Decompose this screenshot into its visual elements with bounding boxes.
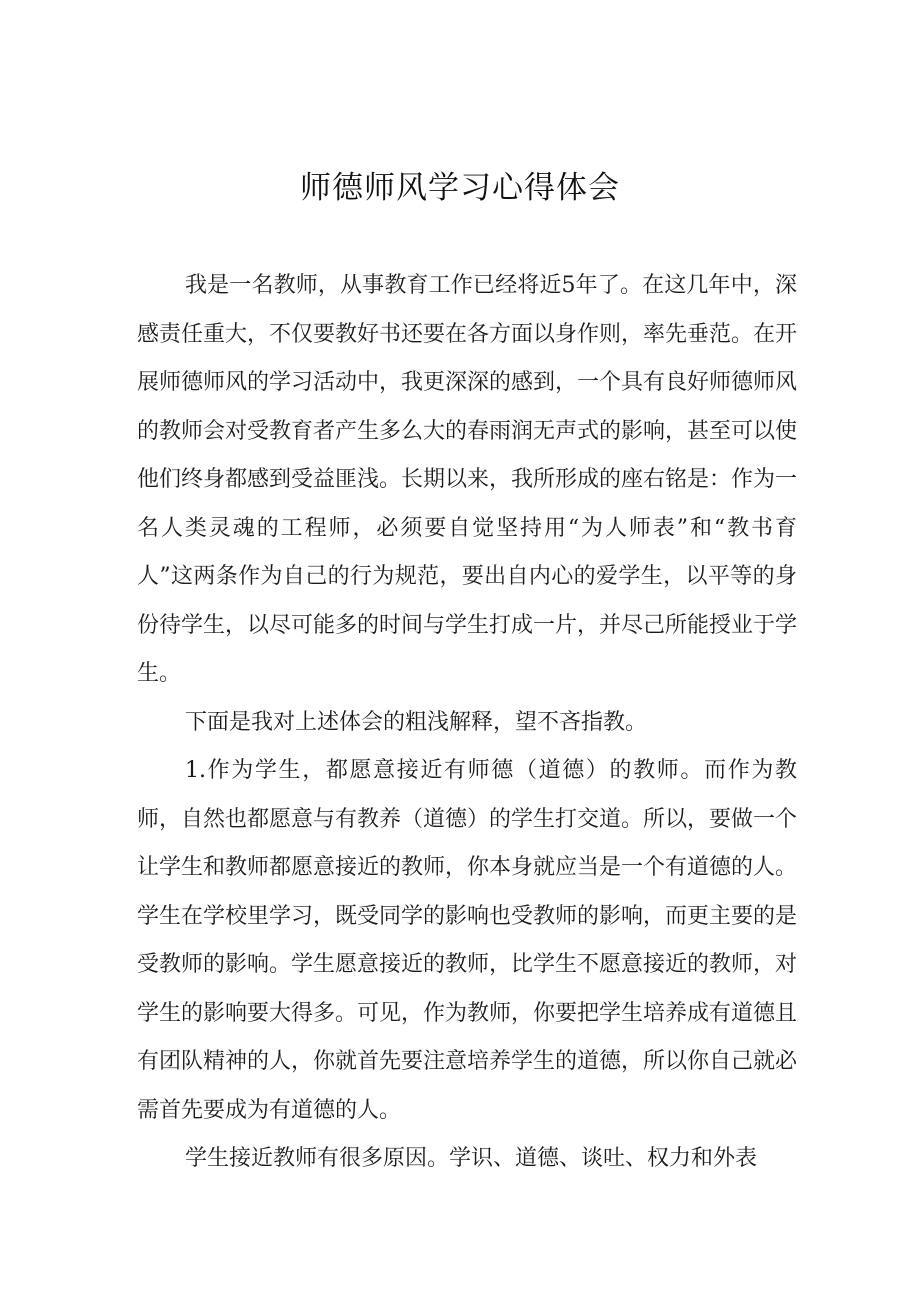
paragraph-point-1: 1.作为学生，都愿意接近有师德（道德）的教师。而作为教师，自然也都愿意与有教养（道德）的学生打交道。所以，要做一个让学生和教师都愿意接近的教师，你本身就应当是一个有道德的人。学生在学校里学习，既受同学的影响也受教师的影响，而更主要的是受教师的影响。学生愿意接近的教师，比学生不愿意接近的教师，对学生的影响要大得多。可见，作为教师，你要把学生培养成有道德且有团队精神的人，你就首先要注意培养学生的道德，所以你自己就必需首先要成为有道德的人。 [137, 758, 798, 1123]
paragraph-reasons: 学生接近教师有很多原因。学识、道德、谈吐、权力和外表 [185, 1146, 758, 1171]
document-title: 师德师风学习心得体会 [300, 170, 620, 206]
paragraph-intro: 我是一名教师，从事教育工作已经将近5年了。在这几年中，深感责任重大，不仅要教好书还要在各方面以身作则，率先垂范。在开展师德师风的学习活动中，我更深深的感到，一个具有良好师德师风的教师会对受教育者产生多么大的春雨润无声式的影响，甚至可以使他们终身都感到受益匪浅。长期以来，我所形成的座右铭是：作为一名人类灵魂的工程师，必须要自觉坚持用“为人师表”和“教书育人”这两条作为自己的行为规范，要出自内心的爱学生，以平等的身份待学生，以尽可能多的时间与学生打成一片，并尽己所能授业于学生。 [137, 273, 798, 686]
document-body [137, 262, 797, 1184]
paragraph-explanation-lead: 下面是我对上述体会的粗浅解释，望不吝指教。 [185, 709, 648, 735]
